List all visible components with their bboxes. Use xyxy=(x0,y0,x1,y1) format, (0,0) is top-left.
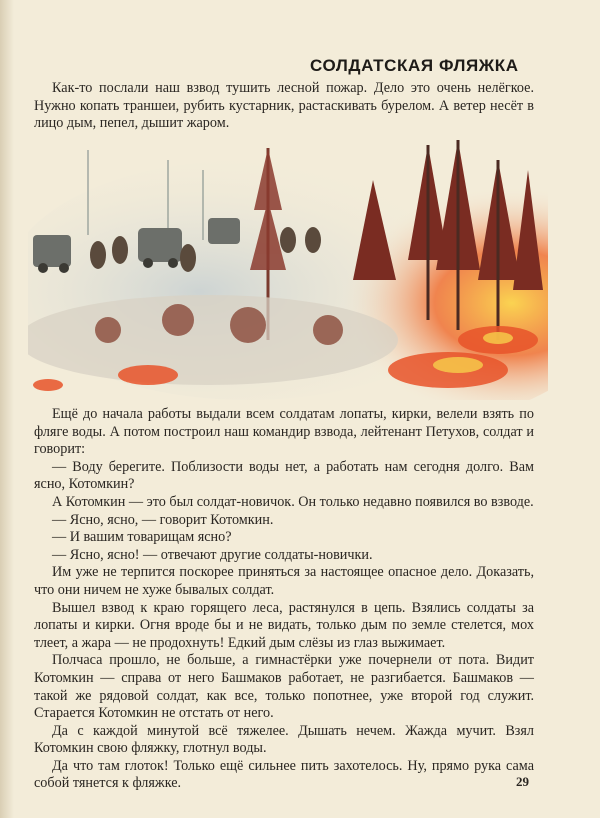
body-paragraph: — Ясно, ясно, — говорит Котомкин. xyxy=(52,511,274,528)
page-number: 29 xyxy=(516,774,529,789)
story-title: СОЛДАТСКАЯ ФЛЯЖКА xyxy=(310,56,519,75)
page-edge-shadow xyxy=(0,0,14,818)
body-paragraph: — Воду берегите. Поблизости воды нет, а работать нам сегодня долго. Вам ясно, Котомкин? xyxy=(34,458,534,493)
forest-fire-illustration xyxy=(28,140,548,400)
body-paragraph: Полчаса прошло, не больше, а гимнастёрки уже почернели от пота. Видит Котомкин — справа от него Башмаков работает, не разгибается. Башмаков — такой же рядовой солдат, как все, только попотнее, уже второй год служит. Старается Котомкин не отстать от него. xyxy=(34,652,534,722)
body-paragraph: Да что там глоток! Только ещё сильнее пить захотелось. Ну, прямо рука сама собой тянется к фляжке. xyxy=(34,757,534,792)
body-paragraph: Ещё до начала работы выдали всем солдатам лопаты, кирки, велели взять по фляге воды. А потом построил наш командир взвода, лейтенант Петухов, солдат и говорит: xyxy=(34,406,534,458)
body-paragraph: А Котомкин — это был солдат-новичок. Он только недавно появился во взводе. xyxy=(52,493,534,510)
body-paragraph: Вышел взвод к краю горящего леса, растянулся в цепь. Взялись солдаты за лопаты и кирки. Огня вроде бы и не видать, только дым по земле стелется, мох тлеет, а жара — не продохнуть! Едкий дым слёзы из глаз выжимает. xyxy=(34,599,534,651)
illustration-svg xyxy=(28,140,548,400)
story-body xyxy=(34,406,534,793)
body-paragraph: Им уже не терпится поскорее приняться за настоящее опасное дело. Доказать, что они ничем не хуже бывалых солдат. xyxy=(34,564,534,598)
body-paragraph: — И вашим товарищам ясно? xyxy=(52,529,232,546)
body-paragraph: — Ясно, ясно! — отвечают другие солдаты-новички. xyxy=(52,546,373,563)
body-paragraph: Да с каждой минутой всё тяжелее. Дышать нечем. Жажда мучит. Взял Котомкин свою фляжку, глотнул воды. xyxy=(34,722,534,757)
intro-paragraph-block xyxy=(34,80,534,133)
intro-paragraph: Как-то послали наш взвод тушить лесной пожар. Дело это очень нелёгкое. Нужно копать траншеи, рубить кустарник, растаскивать бурелом. А ветер несёт в лицо дым, пепел, дышит жаром. xyxy=(34,80,534,132)
